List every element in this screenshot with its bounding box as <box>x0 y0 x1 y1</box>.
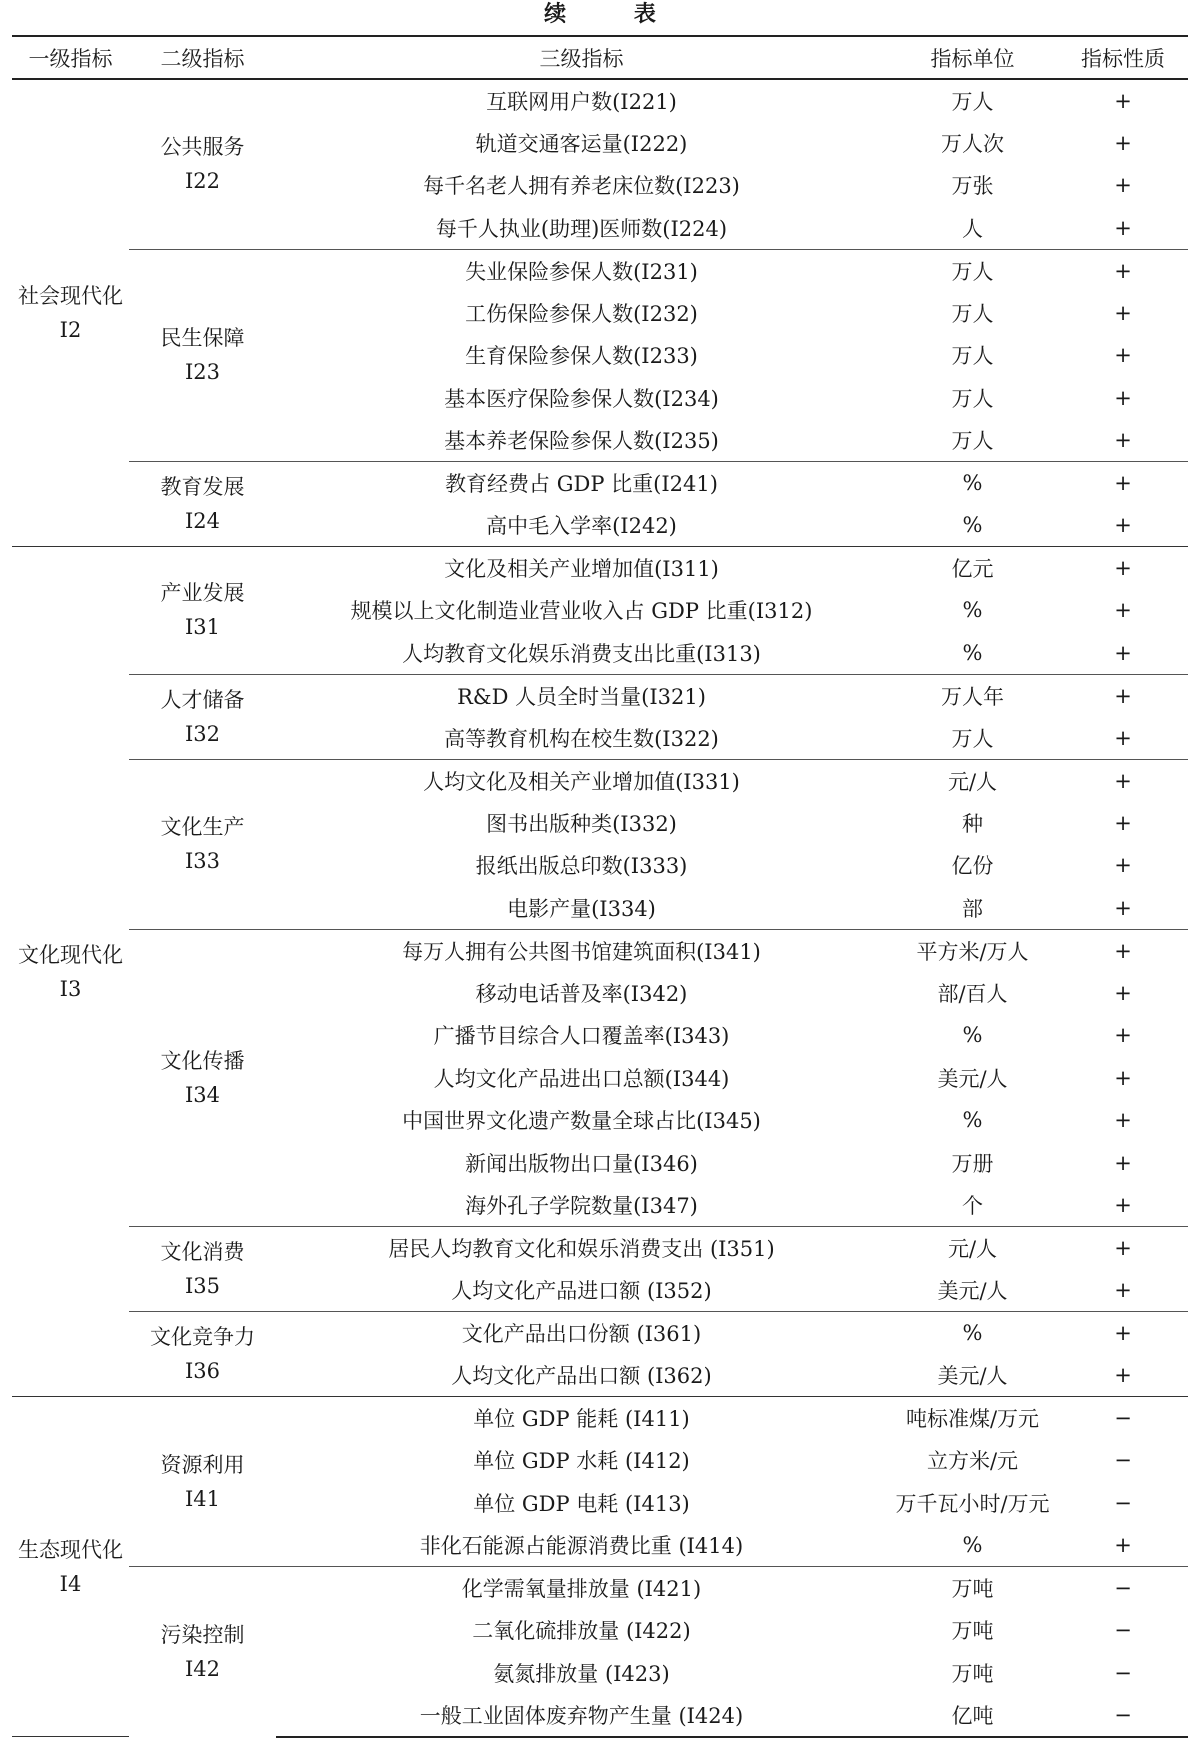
level2-code: I35 <box>184 1274 221 1298</box>
nature-cell: − <box>1058 1397 1188 1440</box>
nature-cell: + <box>1114 385 1132 410</box>
level2-cell <box>129 1397 276 1567</box>
nature-cell: + <box>1114 173 1132 198</box>
unit-cell: 平方米/万人 <box>887 929 1058 972</box>
nature-cell: + <box>1058 759 1188 802</box>
unit-cell: 元/人 <box>887 759 1058 802</box>
nature-cell: + <box>1114 343 1132 368</box>
indicator-cell: 基本医疗保险参保人数(I234) <box>444 386 719 411</box>
nature-cell: + <box>1114 1065 1132 1090</box>
indicator-cell: 海外孔子学院数量(I347) <box>465 1194 698 1218</box>
level2-code: I32 <box>184 721 221 746</box>
indicator-cell: 每万人拥有公共图书馆建筑面积(I341) <box>276 929 887 972</box>
indicator-cell: 互联网用户数(I221) <box>486 89 677 114</box>
indicator-cell: 中国世界文化遗产数量全球占比(I345) <box>402 1109 761 1134</box>
nature-cell: + <box>1114 725 1132 750</box>
level2-name: 文化消费 <box>160 1240 245 1264</box>
unit-cell: % <box>962 513 983 537</box>
table-caption: 续 表 <box>544 1 686 27</box>
level2-code: I33 <box>184 849 221 873</box>
unit-cell: 人 <box>962 216 983 241</box>
level2-code: I24 <box>184 509 221 533</box>
unit-cell: 万人次 <box>941 131 1004 156</box>
header-level1: 一级指标 <box>12 36 129 79</box>
level1-name: 社会现代化 <box>18 284 123 308</box>
unit-cell: 万人 <box>887 249 1058 292</box>
table-row <box>12 674 1188 717</box>
header-row <box>12 36 1188 79</box>
nature-cell: + <box>1114 1278 1132 1302</box>
nature-cell: + <box>1114 1193 1132 1217</box>
indicator-cell: 非化石能源占能源消费比重 (I414) <box>419 1534 744 1558</box>
level1-name: 生态现代化 <box>18 1537 123 1562</box>
unit-cell: % <box>962 1023 983 1048</box>
indicator-cell: 每千名老人拥有养老床位数(I223) <box>423 174 740 199</box>
nature-cell: + <box>1058 249 1188 292</box>
level2-name: 文化竞争力 <box>150 1325 255 1349</box>
indicator-cell: 单位 GDP 能耗 (I411) <box>276 1397 887 1440</box>
level2-name: 教育发展 <box>160 475 245 499</box>
level2-code: I42 <box>184 1656 221 1681</box>
level2-name: 污染控制 <box>160 1622 245 1647</box>
header-nature: 指标性质 <box>1058 36 1188 79</box>
level2-cell <box>129 759 276 929</box>
table-row <box>12 249 1188 292</box>
level2-cell <box>129 674 276 759</box>
unit-cell: 种 <box>962 811 983 836</box>
indicator-cell: 每千人执业(助理)医师数(I224) <box>435 216 728 241</box>
indicator-cell: 工伤保险参保人数(I232) <box>465 301 698 326</box>
nature-cell: + <box>1114 428 1132 452</box>
indicator-cell: 生育保险参保人数(I233) <box>465 344 698 369</box>
level2-name: 文化生产 <box>160 815 245 839</box>
unit-cell: 万吨 <box>887 1567 1058 1610</box>
indicator-cell: 化学需氧量排放量 (I421) <box>276 1567 887 1610</box>
level2-name: 民生保障 <box>160 326 245 351</box>
indicator-cell: 人均文化产品进出口总额(I344) <box>433 1066 730 1091</box>
unit-cell: 万人 <box>951 429 994 453</box>
level2-name: 资源利用 <box>160 1452 245 1477</box>
indicator-cell: 高中毛入学率(I242) <box>486 514 677 538</box>
nature-cell: + <box>1114 853 1132 878</box>
indicator-cell: 轨道交通客运量(I222) <box>475 131 688 156</box>
level2-name: 文化传播 <box>160 1048 245 1073</box>
indicator-cell: 广播节目综合人口覆盖率(I343) <box>433 1024 730 1049</box>
table-row <box>12 547 1188 590</box>
indicator-cell: 基本养老保险参保人数(I235) <box>444 429 719 453</box>
nature-cell: + <box>1114 88 1132 113</box>
unit-cell: 万人 <box>951 344 994 369</box>
unit-cell: 部 <box>962 896 983 921</box>
nature-cell: + <box>1114 1533 1132 1557</box>
indicator-cell: 文化及相关产业增加值(I311) <box>276 547 887 590</box>
unit-cell: 万人 <box>951 726 994 751</box>
nature-cell: + <box>1058 1312 1188 1355</box>
unit-cell: 美元/人 <box>937 1364 1008 1388</box>
level2-cell <box>129 1227 276 1312</box>
nature-cell: − <box>1114 1618 1132 1643</box>
unit-cell: % <box>962 598 983 623</box>
level1-name: 文化现代化 <box>18 942 123 967</box>
unit-cell: 万册 <box>951 1151 994 1176</box>
indicator-cell: 单位 GDP 电耗 (I413) <box>473 1491 690 1516</box>
nature-cell: − <box>1058 1567 1188 1610</box>
nature-cell: + <box>1058 929 1188 972</box>
table-row <box>12 929 1188 972</box>
indicator-cell: 单位 GDP 水耗 (I412) <box>473 1449 690 1474</box>
nature-cell: + <box>1058 547 1188 590</box>
indicator-cell: 人均教育文化娱乐消费支出比重(I313) <box>402 641 761 666</box>
indicator-cell: 教育经费占 GDP 比重(I241) <box>276 462 887 505</box>
level1-code: I2 <box>59 318 82 342</box>
nature-cell: − <box>1114 1660 1132 1685</box>
nature-cell: + <box>1114 598 1132 623</box>
level2-name: 产业发展 <box>160 581 245 606</box>
unit-cell: 美元/人 <box>937 1279 1008 1303</box>
nature-cell: + <box>1114 980 1132 1005</box>
unit-cell: 万吨 <box>951 1661 994 1686</box>
unit-cell: % <box>887 462 1058 505</box>
level2-cell <box>129 929 276 1227</box>
level1-code: I3 <box>59 976 82 1001</box>
table-row <box>12 1227 1188 1270</box>
nature-cell: − <box>1114 1490 1132 1515</box>
unit-cell: 立方米/元 <box>926 1449 1019 1474</box>
table-row <box>12 462 1188 505</box>
table-row <box>12 1312 1188 1355</box>
indicator-cell: 电影产量(I334) <box>507 896 656 921</box>
table-row <box>12 79 1188 122</box>
indicator-cell: 一般工业固体废弃物产生量 (I424) <box>276 1694 887 1737</box>
indicator-cell: 图书出版种类(I332) <box>486 811 677 836</box>
unit-cell: 万张 <box>951 174 994 199</box>
header-unit: 指标单位 <box>887 36 1058 79</box>
table-row <box>12 1567 1188 1610</box>
unit-cell: 部/百人 <box>937 981 1008 1006</box>
level1-code: I4 <box>59 1571 82 1596</box>
unit-cell: 亿吨 <box>887 1694 1058 1737</box>
unit-cell: % <box>962 1108 983 1133</box>
indicator-cell: 人均文化产品进口额 (I352) <box>451 1279 712 1303</box>
level2-code: I22 <box>184 169 221 194</box>
indicator-cell: 移动电话普及率(I342) <box>475 981 688 1006</box>
indicator-cell: 文化产品出口份额 (I361) <box>276 1312 887 1355</box>
indicator-cell: 失业保险参保人数(I231) <box>276 249 887 292</box>
level2-code: I41 <box>184 1486 221 1511</box>
level2-code: I34 <box>184 1082 221 1107</box>
indicator-cell: 人均文化产品出口额 (I362) <box>451 1364 712 1388</box>
unit-cell: 万吨 <box>951 1619 994 1644</box>
table-row <box>12 759 1188 802</box>
unit-cell: 元/人 <box>887 1227 1058 1270</box>
level2-name: 人才储备 <box>160 687 245 712</box>
nature-cell: + <box>1058 1227 1188 1270</box>
indicator-cell: R&D 人员全时当量(I321) <box>276 674 887 717</box>
level1-cell <box>12 1397 129 1737</box>
header-level3: 三级指标 <box>276 36 887 79</box>
level2-code: I23 <box>184 360 221 385</box>
nature-cell: + <box>1114 300 1132 325</box>
level2-cell <box>129 1312 276 1397</box>
level2-code: I31 <box>184 615 221 640</box>
table-body <box>12 79 1188 1737</box>
indicator-cell: 二氧化硫排放量 (I422) <box>472 1619 691 1644</box>
indicator-cell: 报纸出版总印数(I333) <box>475 854 688 879</box>
nature-cell: + <box>1114 215 1132 240</box>
nature-cell: + <box>1114 810 1132 835</box>
nature-cell: − <box>1058 1694 1188 1737</box>
nature-cell: + <box>1114 895 1132 920</box>
unit-cell: 万人年 <box>887 674 1058 717</box>
level1-cell <box>12 79 129 547</box>
unit-cell: 万人 <box>951 89 994 114</box>
unit-cell: 万人 <box>951 301 994 326</box>
level1-cell <box>12 547 129 1397</box>
unit-cell: 万千瓦小时/万元 <box>895 1491 1050 1516</box>
unit-cell: 亿份 <box>951 854 994 879</box>
unit-cell: 美元/人 <box>937 1066 1008 1091</box>
header-level2: 二级指标 <box>129 36 276 79</box>
nature-cell: + <box>1114 513 1132 537</box>
indicator-table <box>12 35 1188 1738</box>
indicator-cell: 人均文化及相关产业增加值(I331) <box>276 759 887 802</box>
unit-cell: 个 <box>962 1194 983 1218</box>
table-row <box>12 1397 1188 1440</box>
nature-cell: + <box>1114 1150 1132 1175</box>
indicator-cell: 氨氮排放量 (I423) <box>493 1661 670 1686</box>
level2-cell <box>129 79 276 249</box>
nature-cell: + <box>1114 1363 1132 1387</box>
level2-cell <box>129 547 276 675</box>
indicator-cell: 新闻出版物出口量(I346) <box>465 1151 698 1176</box>
unit-cell: 亿元 <box>887 547 1058 590</box>
nature-cell: + <box>1114 1023 1132 1048</box>
nature-cell: + <box>1058 462 1188 505</box>
nature-cell: + <box>1114 130 1132 155</box>
unit-cell: % <box>887 1312 1058 1355</box>
level2-cell <box>129 462 276 547</box>
unit-cell: % <box>962 640 983 665</box>
indicator-cell: 居民人均教育文化和娱乐消费支出 (I351) <box>276 1227 887 1270</box>
level2-code: I36 <box>184 1359 221 1383</box>
unit-cell: 吨标准煤/万元 <box>887 1397 1058 1440</box>
unit-cell: 万人 <box>951 386 994 411</box>
nature-cell: − <box>1114 1448 1132 1473</box>
indicator-cell: 规模以上文化制造业营业收入占 GDP 比重(I312) <box>350 599 813 624</box>
level2-name: 公共服务 <box>160 135 245 160</box>
nature-cell: + <box>1058 674 1188 717</box>
nature-cell: + <box>1114 640 1132 665</box>
level2-cell <box>129 249 276 462</box>
unit-cell: % <box>962 1533 983 1557</box>
level2-cell <box>129 1567 276 1737</box>
indicator-cell: 高等教育机构在校生数(I322) <box>444 726 719 751</box>
nature-cell: + <box>1114 1108 1132 1133</box>
